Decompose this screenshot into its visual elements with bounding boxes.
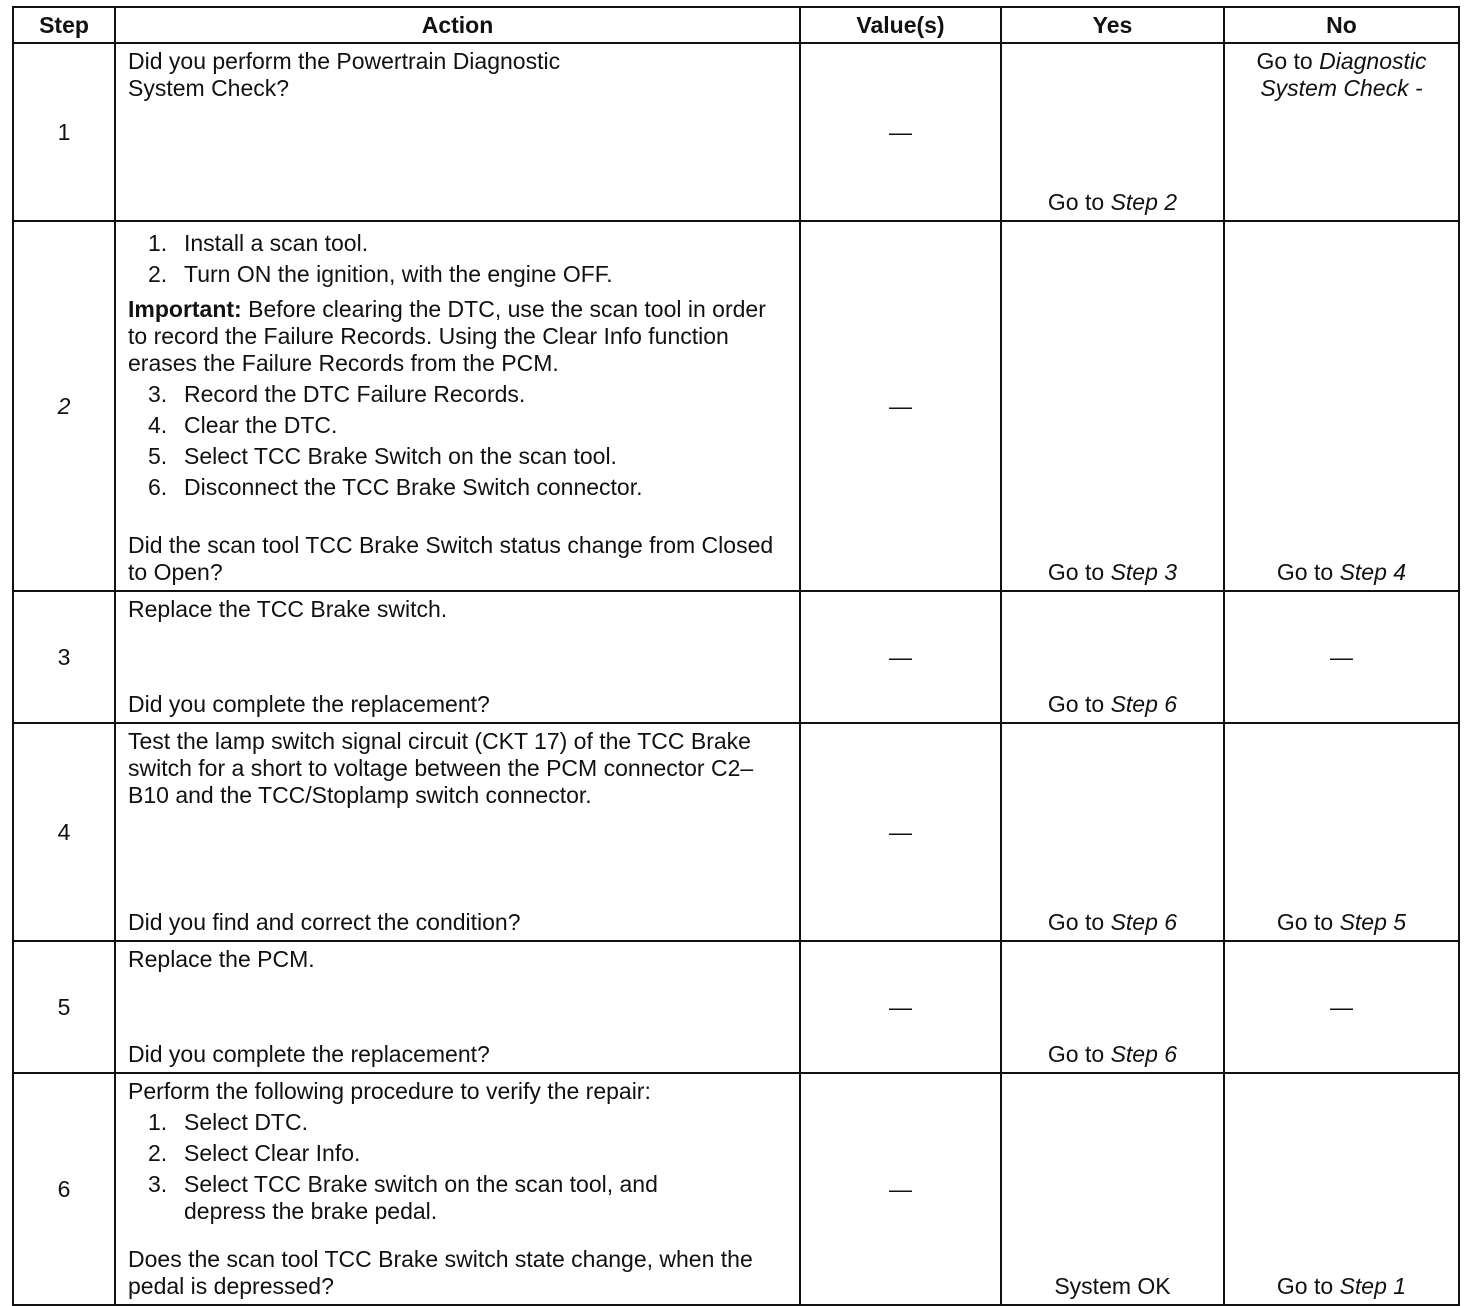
question-text: Did you complete the replacement? xyxy=(128,691,490,717)
value-cell: — xyxy=(800,941,1001,1073)
no-cell: — xyxy=(1224,591,1459,723)
table-row xyxy=(13,591,1459,723)
question-text: Did you find and correct the condition? xyxy=(128,909,521,935)
no-link[interactable]: Go to Step 1 xyxy=(1276,1273,1407,1299)
value-cell: — xyxy=(800,221,1001,591)
no-cell xyxy=(1224,221,1459,591)
list-item: 3. Record the DTC Failure Records. xyxy=(148,381,526,407)
no-cell xyxy=(1224,723,1459,941)
yes-cell xyxy=(1001,221,1224,591)
yes-cell xyxy=(1001,1073,1224,1305)
question-text: Did you complete the replacement? xyxy=(128,1041,490,1067)
action-text: Replace the TCC Brake switch. xyxy=(128,596,448,622)
action-cell xyxy=(115,723,800,941)
action-cell xyxy=(115,591,800,723)
action-cell xyxy=(115,941,800,1073)
table-row xyxy=(13,723,1459,941)
procedure-list xyxy=(128,377,789,505)
header-row xyxy=(13,7,1459,43)
list-item: 2. Select Clear Info. xyxy=(148,1140,361,1166)
list-item: 1. Select DTC. xyxy=(148,1109,308,1135)
step-number: 1 xyxy=(13,43,115,221)
step-number: 4 xyxy=(13,723,115,941)
list-item: 3. Select TCC Brake switch on the scan tool, and depress the brake pedal. xyxy=(148,1171,658,1224)
action-cell xyxy=(115,43,800,221)
yes-result: System OK xyxy=(1054,1273,1171,1299)
header-yes: Yes xyxy=(1001,7,1224,43)
value-cell: — xyxy=(800,723,1001,941)
no-link[interactable]: Go to Diagnostic System Check - xyxy=(1256,48,1427,101)
action-cell xyxy=(115,221,800,591)
question-text: Does the scan tool TCC Brake switch state change, when the pedal is depressed? xyxy=(128,1246,753,1299)
value-cell: — xyxy=(800,1073,1001,1305)
yes-link[interactable]: Go to Step 6 xyxy=(1047,909,1178,935)
step-number: 2 xyxy=(13,221,115,591)
step-number: 5 xyxy=(13,941,115,1073)
question-text: Did the scan tool TCC Brake Switch status change from Closed to Open? xyxy=(128,532,774,585)
step-number: 3 xyxy=(13,591,115,723)
list-item: 5. Select TCC Brake Switch on the scan tool. xyxy=(148,443,617,469)
no-cell xyxy=(1224,1073,1459,1305)
value-cell: — xyxy=(800,43,1001,221)
table-row xyxy=(13,1073,1459,1305)
table-row xyxy=(13,941,1459,1073)
action-text: Did you perform the Powertrain Diagnostic System Check? xyxy=(128,48,561,101)
no-cell: — xyxy=(1224,941,1459,1073)
list-item: 4. Clear the DTC. xyxy=(148,412,338,438)
header-values: Value(s) xyxy=(800,7,1001,43)
procedure-list xyxy=(128,226,789,292)
action-cell xyxy=(115,1073,800,1305)
yes-cell xyxy=(1001,43,1224,221)
list-item: 2. Turn ON the ignition, with the engine OFF. xyxy=(148,261,613,287)
action-text: Test the lamp switch signal circuit (CKT 17) of the TCC Brake switch for a short to voltage between the PCM connector C2–B10 and the TCC/Stoplamp switch connector. xyxy=(128,728,754,808)
header-no: No xyxy=(1224,7,1459,43)
procedure-list xyxy=(128,1105,789,1229)
action-text: Replace the PCM. xyxy=(128,946,315,972)
yes-link[interactable]: Go to Step 6 xyxy=(1047,1041,1178,1067)
header-step: Step xyxy=(13,7,115,43)
list-item: 1. Install a scan tool. xyxy=(148,230,369,256)
no-link[interactable]: Go to Step 4 xyxy=(1276,559,1407,585)
yes-link[interactable]: Go to Step 6 xyxy=(1047,691,1178,717)
table-row xyxy=(13,221,1459,591)
table-row xyxy=(13,43,1459,221)
header-action: Action xyxy=(115,7,800,43)
diagnostic-table xyxy=(12,6,1460,1306)
yes-cell xyxy=(1001,723,1224,941)
yes-link[interactable]: Go to Step 3 xyxy=(1047,559,1178,585)
step-number: 6 xyxy=(13,1073,115,1305)
no-cell xyxy=(1224,43,1459,221)
list-item: 6. Disconnect the TCC Brake Switch connector. xyxy=(148,474,643,500)
action-intro: Perform the following procedure to verify the repair: xyxy=(128,1078,651,1104)
important-note: Important: Before clearing the DTC, use the scan tool in order to record the Failure Records. Using the Clear Info function erases the Failure Records from the PCM. xyxy=(128,296,766,376)
no-link[interactable]: Go to Step 5 xyxy=(1276,909,1407,935)
yes-cell xyxy=(1001,591,1224,723)
yes-cell xyxy=(1001,941,1224,1073)
value-cell: — xyxy=(800,591,1001,723)
yes-link[interactable]: Go to Step 2 xyxy=(1047,189,1178,215)
